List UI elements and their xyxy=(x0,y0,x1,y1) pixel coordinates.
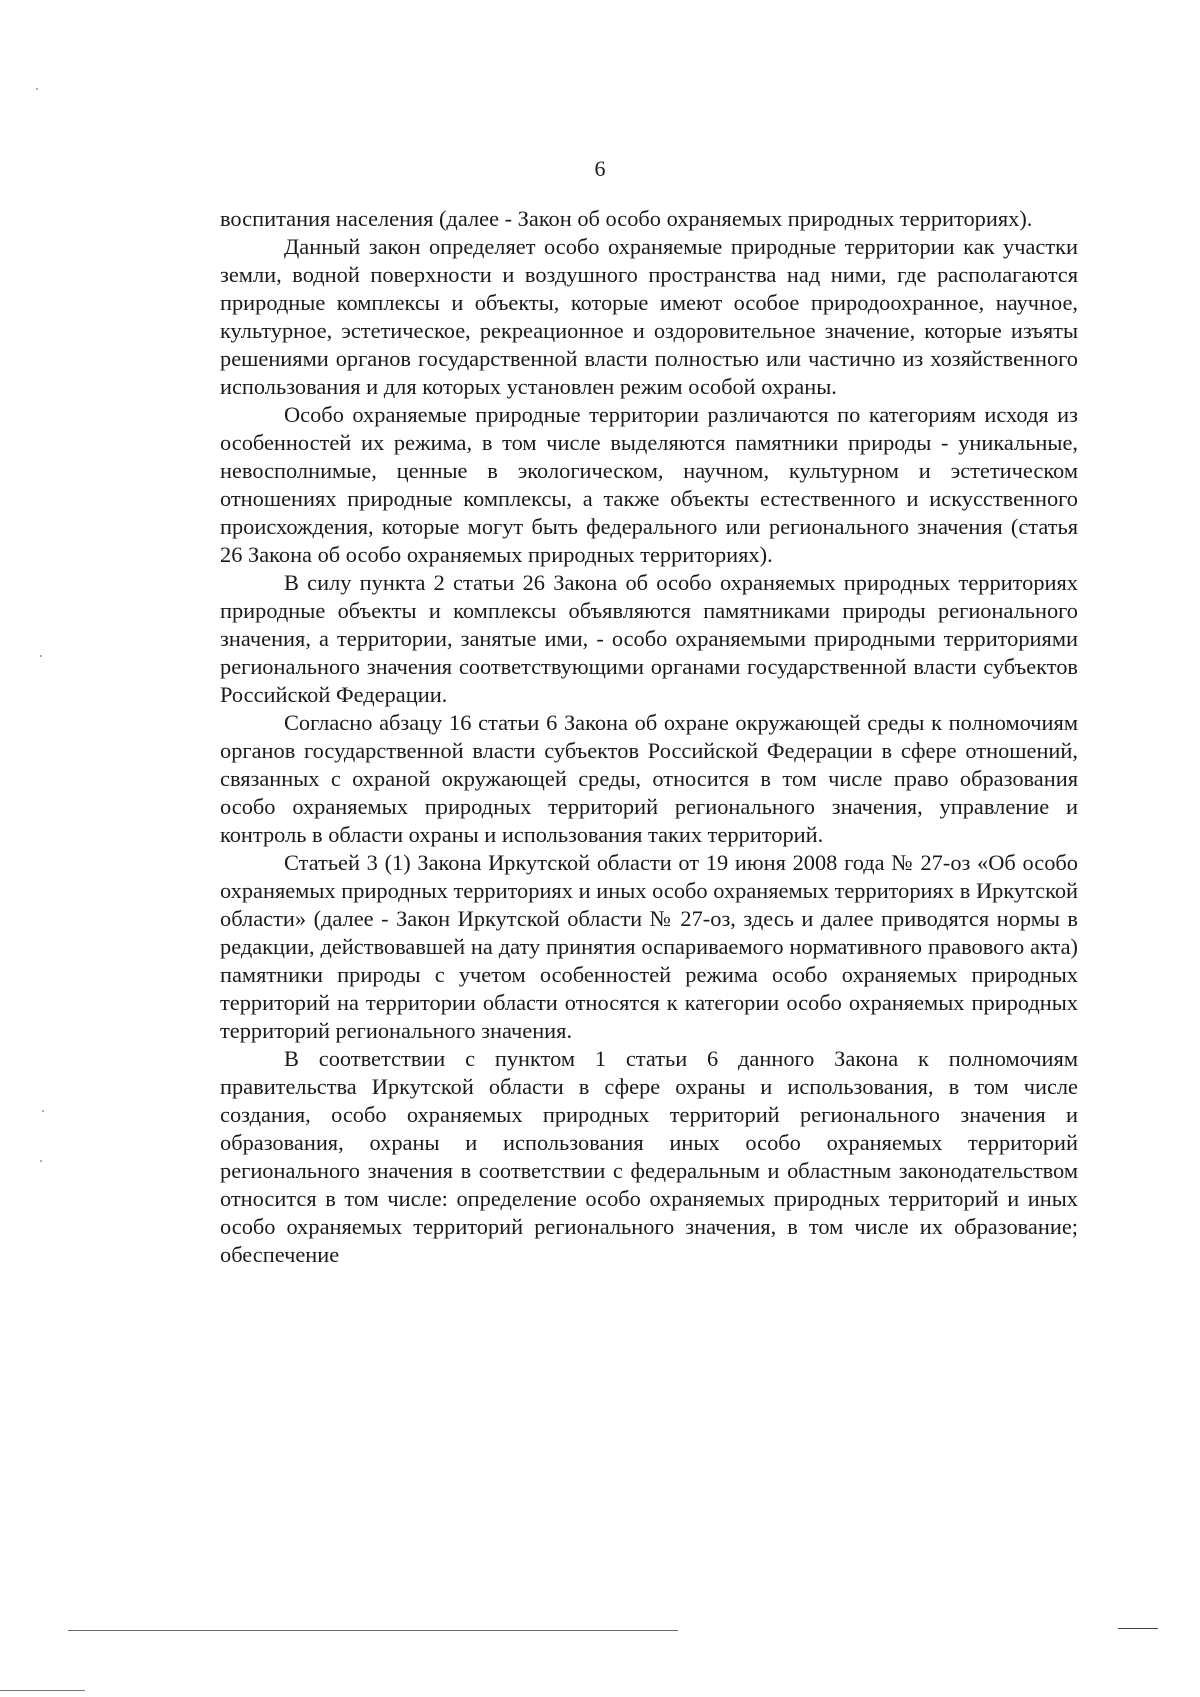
paragraph-4: В силу пункта 2 статьи 26 Закона об особо охраняемых природных территориях природные объекты и комплексы объявляются памятниками природы регионального значения, а территории, занятые ими, - особо охраняемыми природными территориями регионального значения соответствующими органами государственной власти субъектов Российской Федерации. xyxy=(220,570,1078,707)
scan-artifact-dot xyxy=(42,1110,44,1112)
page-number: 6 xyxy=(594,156,606,181)
paragraph-2: Данный закон определяет особо охраняемые природные территории как участки земли, водной поверхности и воздушного пространства над ними, где располагаются природные комплексы и объекты, которые имеют особое природоохранное, научное, культурное, эстетическое, рекреационное и оздоровительное значение, которые изъяты решениями органов государственной власти полностью или частично из хозяйственного использования и для которых установлен режим особой охраны. xyxy=(220,234,1078,399)
paragraph-1: воспитания населения (далее - Закон об особо охраняемых природных территориях). xyxy=(220,206,1033,231)
scan-artifact-dot xyxy=(40,655,42,657)
paragraph-7: В соответствии с пунктом 1 статьи 6 данного Закона к полномочиям правительства Иркутской области в сфере охраны и использования, в том числе создания, особо охраняемых природных территорий регионального значения и образования, охраны и использования иных особо охраняемых территорий регионального значения в соответствии с федеральным и областным законодательством относится в том числе: определение особо охраняемых природных территорий и иных особо охраняемых территорий регионального значения, в том числе их образование; обеспечение xyxy=(220,1046,1078,1267)
paragraph-3: Особо охраняемые природные территории различаются по категориям исходя из особенностей их режима, в том числе выделяются памятники природы - уникальные, невосполнимые, ценные в экологическом, научном, культурном и эстетическом отношениях природные комплексы, а также объекты естественного и искусственного происхождения, которые могут быть федерального или регионального значения (статья 26 Закона об особо охраняемых природных территориях). xyxy=(220,402,1078,567)
scan-artifact-dot xyxy=(40,1160,42,1162)
scan-artifact-line xyxy=(0,1690,85,1691)
scan-artifact-line xyxy=(1118,1628,1158,1629)
paragraph-5: Согласно абзацу 16 статьи 6 Закона об охране окружающей среды к полномочиям органов государственной власти субъектов Российской Федерации в сфере отношений, связанных с охраной окружающей среды, относится в том числе право образования особо охраняемых природных территорий регионального значения, управление и контроль в области охраны и использования таких территорий. xyxy=(220,710,1078,847)
scan-artifact-line xyxy=(68,1630,678,1631)
document-body xyxy=(220,205,1078,1269)
scan-artifact-dot xyxy=(36,88,38,90)
paragraph-6: Статьей 3 (1) Закона Иркутской области от 19 июня 2008 года № 27-оз «Об особо охраняемых природных территориях и иных особо охраняемых территориях в Иркутской области» (далее - Закон Иркутской области № 27-оз, здесь и далее приводятся нормы в редакции, действовавшей на дату принятия оспариваемого нормативного правового акта) памятники природы с учетом особенностей режима особо охраняемых природных территорий на территории области относятся к категории особо охраняемых природных территорий регионального значения. xyxy=(220,850,1078,1043)
